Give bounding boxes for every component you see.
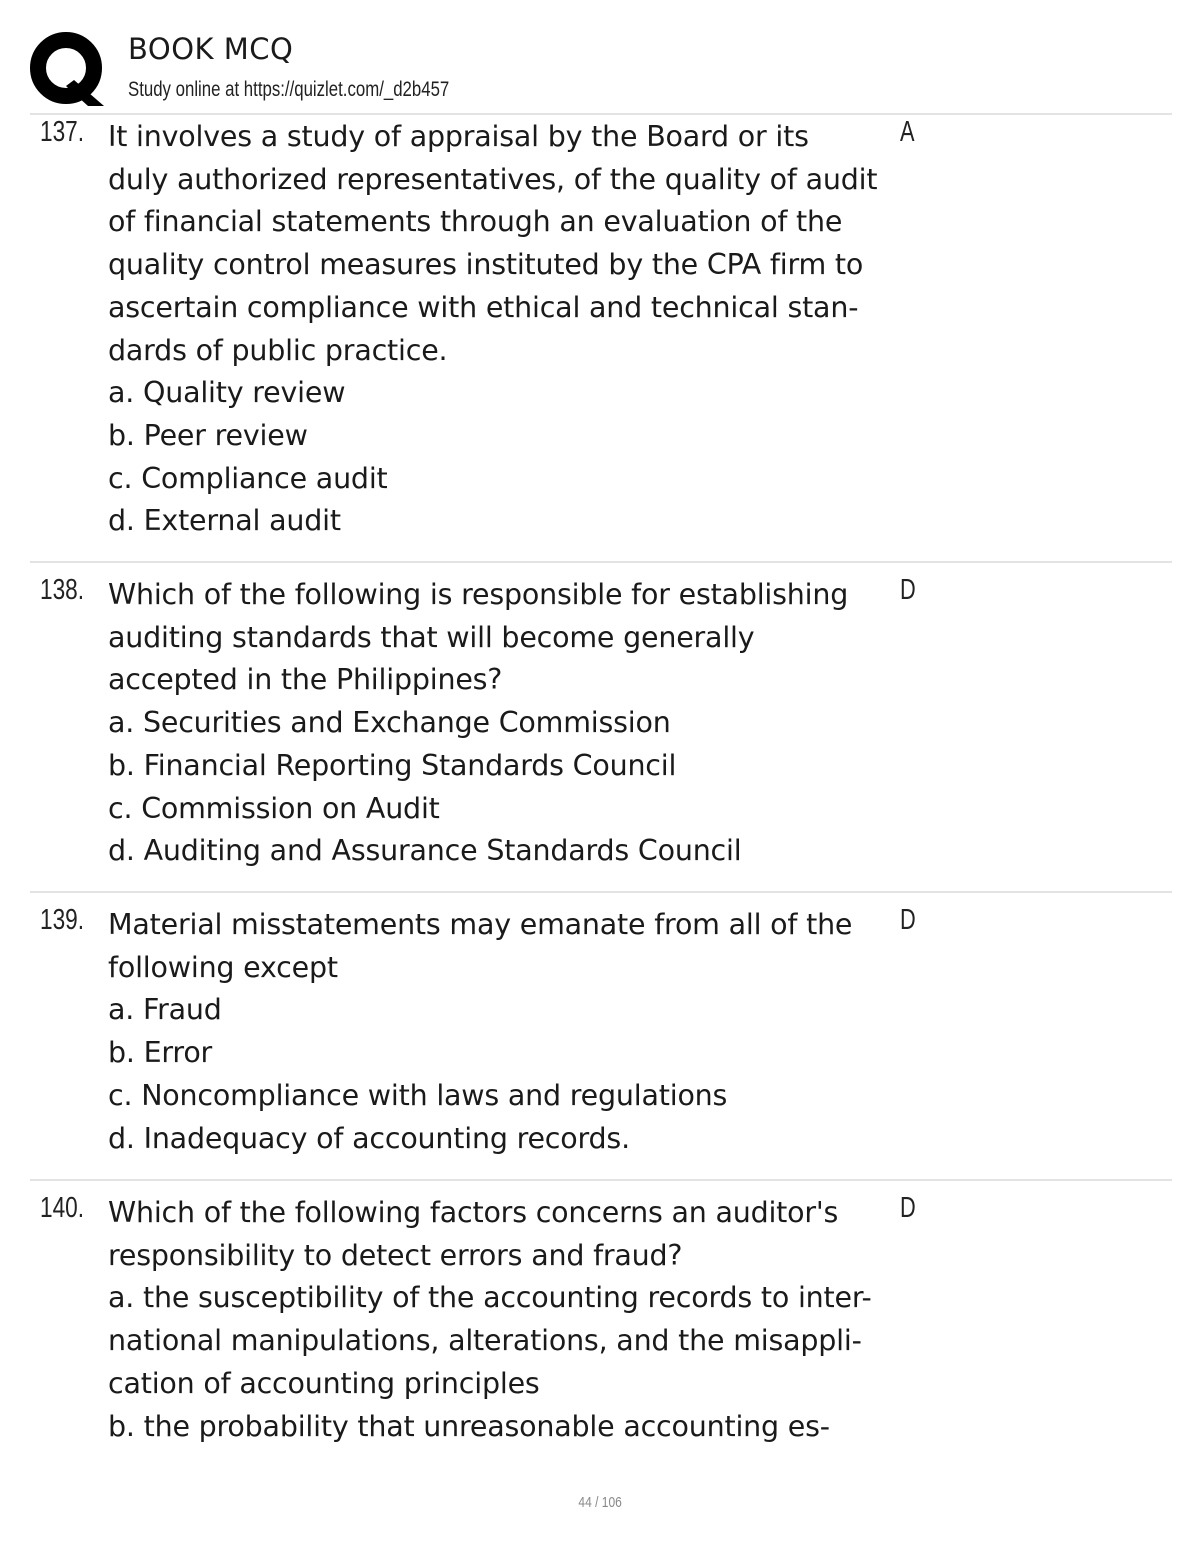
- question-text: [108, 904, 908, 1160]
- page-number: 44 / 106: [578, 1494, 622, 1511]
- option-b: b. the probability that unreasonable accounting es-: [108, 1409, 830, 1443]
- text-line: ascertain compliance with ethical and technical stan-: [108, 290, 859, 324]
- text-line: Which of the following is responsible for establishing: [108, 578, 849, 611]
- text-line: It involves a study of appraisal by the Board or its: [108, 120, 809, 153]
- option-b: b. Financial Reporting Standards Council: [108, 748, 677, 782]
- question-number: 140.: [40, 1192, 85, 1224]
- text-line: Which of the following factors concerns an auditor's: [108, 1196, 839, 1229]
- option-d: d. Inadequacy of accounting records.: [108, 1121, 630, 1155]
- text-line: quality control measures instituted by the CPA firm to: [108, 248, 864, 282]
- option-b: b. Peer review: [108, 418, 308, 452]
- option-a: a. Fraud: [108, 993, 222, 1027]
- option-a-cont: cation of accounting principles: [108, 1366, 540, 1400]
- text-line: duly authorized representatives, of the quality of audit: [108, 162, 878, 196]
- question-text: [108, 574, 908, 873]
- page-header: [30, 28, 1172, 114]
- question-number: 139.: [40, 904, 85, 936]
- question-divider: [30, 891, 1172, 893]
- text-line: dards of public practice.: [108, 333, 448, 367]
- header-divider: [30, 113, 1172, 115]
- answer-key: A: [900, 116, 915, 148]
- option-c: c. Noncompliance with laws and regulations: [108, 1078, 728, 1112]
- option-a: a. Quality review: [108, 376, 346, 410]
- answer-key: D: [900, 574, 916, 606]
- question-text: [108, 116, 908, 543]
- text-line: auditing standards that will become generally: [108, 620, 755, 654]
- text-line: of financial statements through an evaluation of the: [108, 205, 843, 239]
- answer-key: D: [900, 904, 916, 936]
- text-line: following except: [108, 950, 338, 984]
- question-divider: [30, 561, 1172, 563]
- option-b: b. Error: [108, 1036, 213, 1070]
- document-title: BOOK MCQ: [128, 32, 294, 66]
- text-line: responsibility to detect errors and fraud?: [108, 1238, 683, 1272]
- text-line: Material misstatements may emanate from all of the: [108, 908, 853, 941]
- option-a-cont: national manipulations, alterations, and the misappli-: [108, 1324, 862, 1358]
- study-online-link[interactable]: Study online at https://quizlet.com/_d2b457: [128, 78, 450, 101]
- question-divider: [30, 1179, 1172, 1181]
- question-number: 137.: [40, 116, 85, 148]
- option-d: d. External audit: [108, 504, 341, 538]
- option-c: c. Compliance audit: [108, 461, 388, 495]
- option-d: d. Auditing and Assurance Standards Council: [108, 834, 742, 868]
- question-number: 138.: [40, 574, 85, 606]
- quizlet-logo-icon: [30, 30, 106, 108]
- option-a: a. the susceptibility of the accounting records to inter-: [108, 1281, 872, 1315]
- answer-key: D: [900, 1192, 916, 1224]
- question-text: [108, 1192, 908, 1448]
- option-c: c. Commission on Audit: [108, 791, 440, 825]
- page-indicator: [0, 1494, 1200, 1511]
- option-a: a. Securities and Exchange Commission: [108, 706, 671, 740]
- text-line: accepted in the Philippines?: [108, 663, 503, 697]
